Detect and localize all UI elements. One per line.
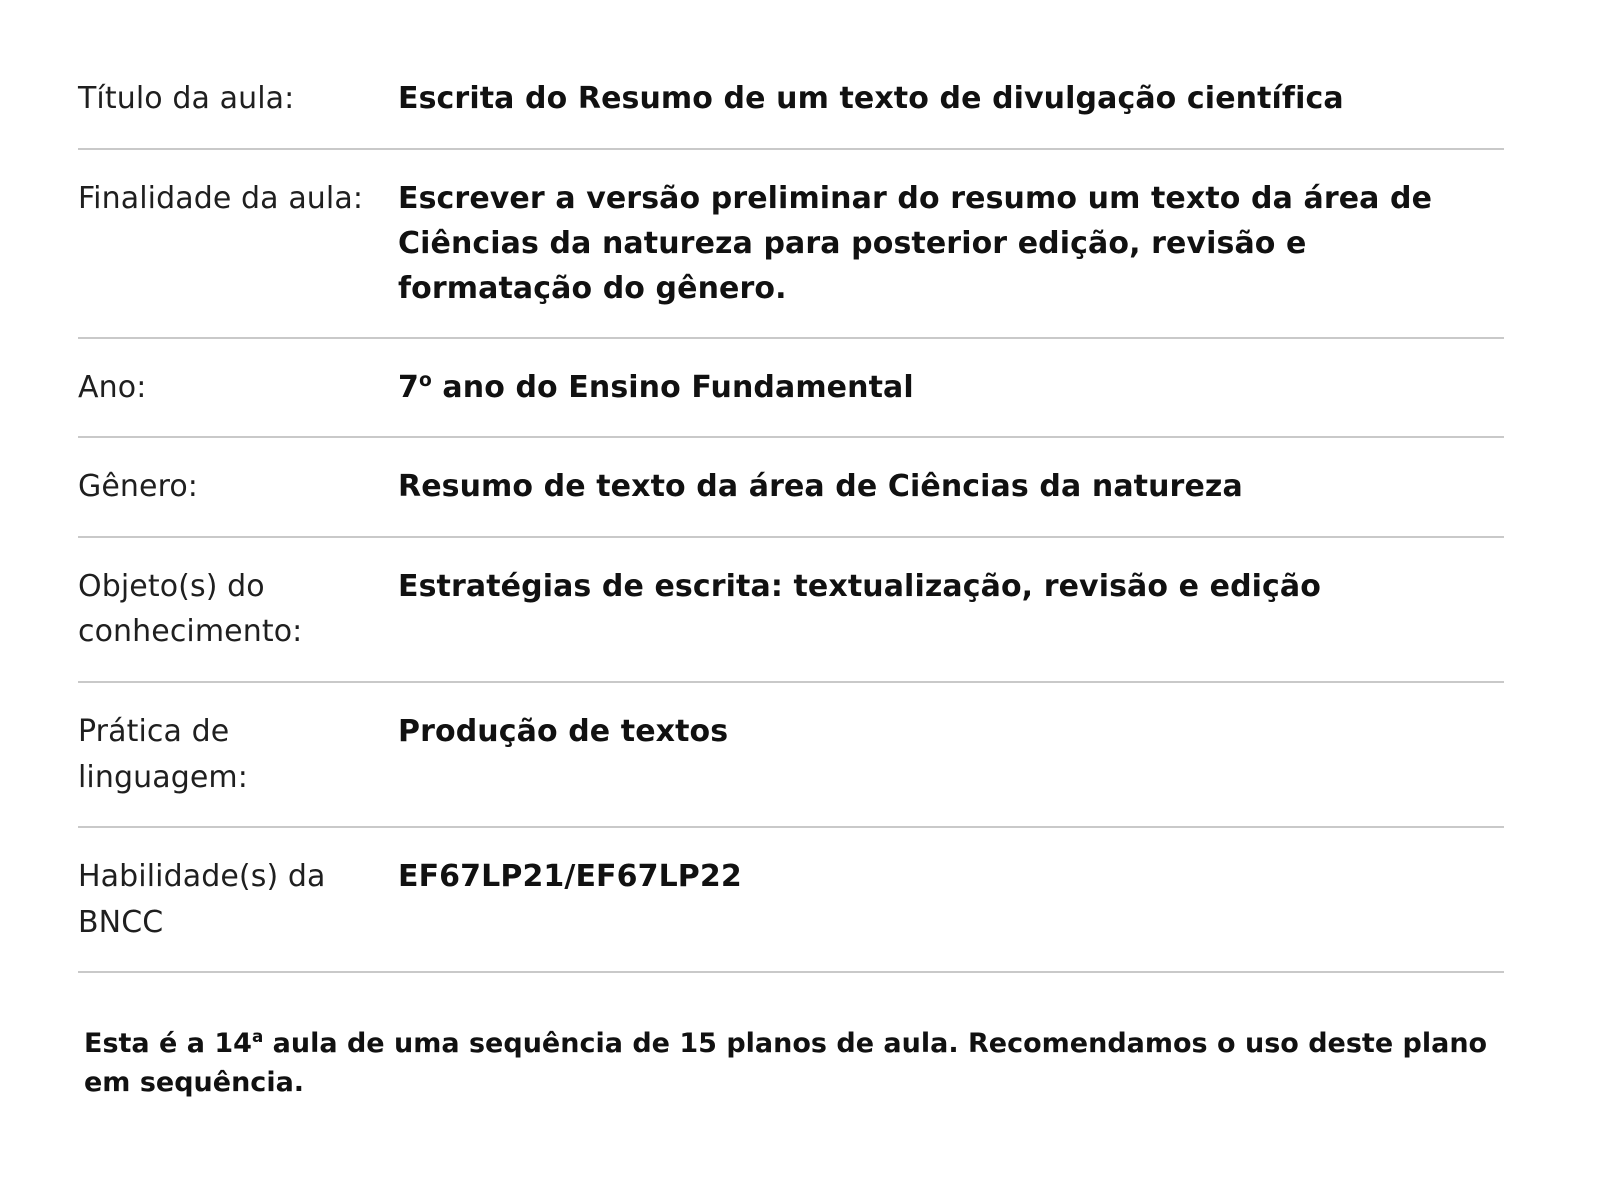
value-text: Resumo de texto da área de Ciências da natureza — [398, 469, 1243, 505]
ordinal-indicator: o — [418, 369, 432, 391]
value-text: Escrita do Resumo de um texto de divulgação científica — [398, 81, 1344, 116]
label-text-line1: Prática de — [78, 713, 230, 749]
value-text: Estratégias de escrita: textualização, revisão e edição — [398, 568, 1321, 604]
ordinal-indicator: a — [251, 1026, 264, 1047]
row-value-genero — [398, 437, 1504, 537]
row-label-titulo — [78, 52, 398, 149]
footnote-part2: aula de uma sequência de 15 planos de aula. Recomendamos o uso deste plano em sequência. — [84, 1028, 1488, 1099]
value-number: 7 — [398, 369, 419, 405]
table-row — [78, 437, 1504, 537]
value-text-line1: Escrever a versão preliminar do resumo um texto da área de — [398, 180, 1433, 216]
lesson-plan-table — [78, 52, 1504, 1130]
row-value-finalidade — [398, 149, 1504, 338]
label-text: Gênero: — [78, 469, 199, 505]
table-row — [78, 338, 1504, 438]
value-text-line3: formatação do gênero. — [398, 270, 787, 306]
value-suffix: ano do Ensino Fundamental — [431, 369, 914, 405]
row-label-habilidades-bncc — [78, 827, 398, 972]
label-text-line2: aula: — [288, 180, 364, 216]
value-text — [398, 365, 1504, 410]
label-text-line2: conhecimento: — [78, 614, 303, 650]
table-row — [78, 537, 1504, 682]
row-label-ano — [78, 338, 398, 438]
label-text-line2: linguagem: — [78, 759, 248, 795]
row-value-pratica-linguagem — [398, 682, 1504, 827]
sequence-note — [78, 1024, 1504, 1102]
table-row — [78, 52, 1504, 149]
row-label-finalidade — [78, 149, 398, 338]
row-value-titulo — [398, 52, 1504, 149]
row-value-objeto-conhecimento — [398, 537, 1504, 682]
label-text: Título da aula: — [78, 81, 295, 116]
label-text-line2: BNCC — [78, 904, 164, 940]
table-row — [78, 149, 1504, 338]
value-text-line2: Ciências da natureza para posterior edição, revisão e — [398, 225, 1307, 261]
row-label-pratica-linguagem — [78, 682, 398, 827]
label-text-line1: Objeto(s) do — [78, 568, 265, 604]
row-value-habilidades-bncc — [398, 827, 1504, 972]
label-text-line1: Finalidade da — [78, 180, 279, 216]
label-text-line1: Habilidade(s) da — [78, 859, 326, 895]
label-text: Ano: — [78, 369, 147, 405]
table-row — [78, 827, 1504, 972]
footnote-part1: Esta é a 14 — [84, 1028, 252, 1060]
row-label-genero — [78, 437, 398, 537]
table-row — [78, 682, 1504, 827]
row-value-ano — [398, 338, 1504, 438]
row-label-objeto-conhecimento — [78, 537, 398, 682]
footnote-cell — [78, 972, 1504, 1129]
value-text: EF67LP21/EF67LP22 — [398, 859, 742, 895]
table-footnote-row — [78, 972, 1504, 1129]
value-text: Produção de textos — [398, 713, 729, 749]
